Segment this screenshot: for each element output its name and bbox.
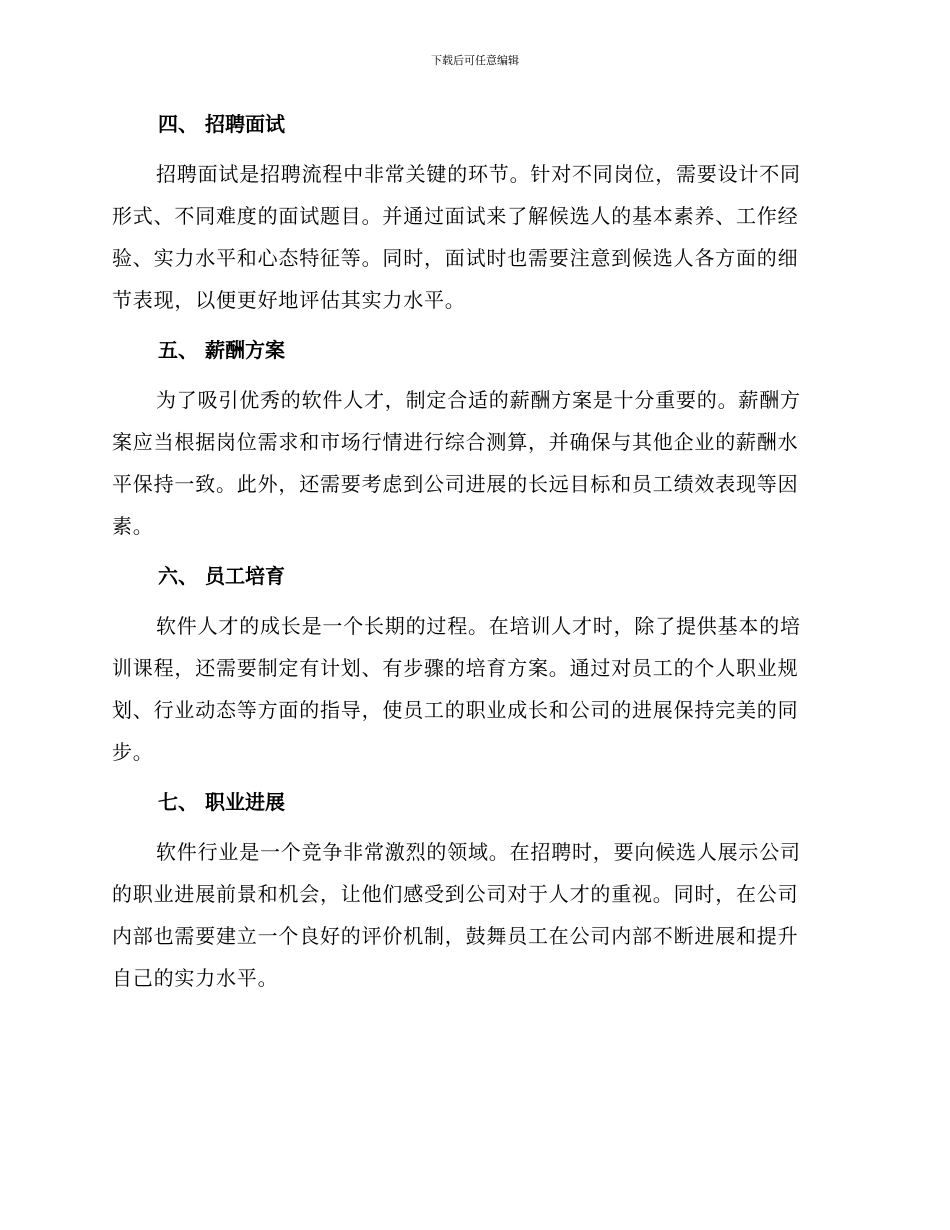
page-header <box>0 54 950 68</box>
paragraph-line: 验、实力水平和心态特征等。同时，面试时也需要注意到候选人各方面的细 <box>112 246 799 270</box>
section-paragraph <box>112 831 832 999</box>
paragraph-line: 平保持一致。此外，还需要考虑到公司进展的长远目标和员工绩效表现等因 <box>112 472 799 496</box>
section-career-development <box>112 788 832 999</box>
paragraph-line: 步。 <box>112 740 154 764</box>
paragraph-line: 训课程，还需要制定有计划、有步骤的培育方案。通过对员工的个人职业规 <box>112 656 799 680</box>
paragraph-line: 节表现，以便更好地评估其实力水平。 <box>112 288 466 312</box>
paragraph-line: 招聘面试是招聘流程中非常关键的环节。针对不同岗位，需要设计不同 <box>156 162 801 186</box>
header-note: 下载后可任意编辑 <box>431 54 519 67</box>
section-heading: 七、 职业进展 <box>158 790 285 814</box>
section-employee-training <box>112 562 832 773</box>
section-heading: 五、 薪酬方案 <box>158 338 285 362</box>
paragraph-line: 为了吸引优秀的软件人才，制定合适的薪酬方案是十分重要的。薪酬方 <box>156 388 801 412</box>
section-recruitment-interview <box>112 110 832 321</box>
paragraph-line: 形式、不同难度的面试题目。并通过面试来了解候选人的基本素养、工作经 <box>112 204 799 228</box>
paragraph-line: 内部也需要建立一个良好的评价机制，鼓舞员工在公司内部不断进展和提升 <box>112 924 799 948</box>
paragraph-line: 自己的实力水平。 <box>112 966 279 990</box>
paragraph-line: 案应当根据岗位需求和市场行情进行综合测算，并确保与其他企业的薪酬水 <box>112 430 799 454</box>
paragraph-line: 的职业进展前景和机会，让他们感受到公司对于人才的重视。同时，在公司 <box>112 882 799 906</box>
paragraph-line: 软件行业是一个竞争非常激烈的领域。在招聘时，要向候选人展示公司 <box>156 840 801 864</box>
document-body <box>112 110 832 1014</box>
paragraph-line: 素。 <box>112 514 154 538</box>
section-salary-plan <box>112 336 832 547</box>
section-paragraph <box>112 153 832 321</box>
section-heading: 六、 员工培育 <box>158 564 285 588</box>
section-paragraph <box>112 605 832 773</box>
section-heading: 四、 招聘面试 <box>158 112 285 136</box>
paragraph-line: 划、行业动态等方面的指导，使员工的职业成长和公司的进展保持完美的同 <box>112 698 799 722</box>
paragraph-line: 软件人才的成长是一个长期的过程。在培训人才时，除了提供基本的培 <box>156 614 801 638</box>
section-paragraph <box>112 379 832 547</box>
